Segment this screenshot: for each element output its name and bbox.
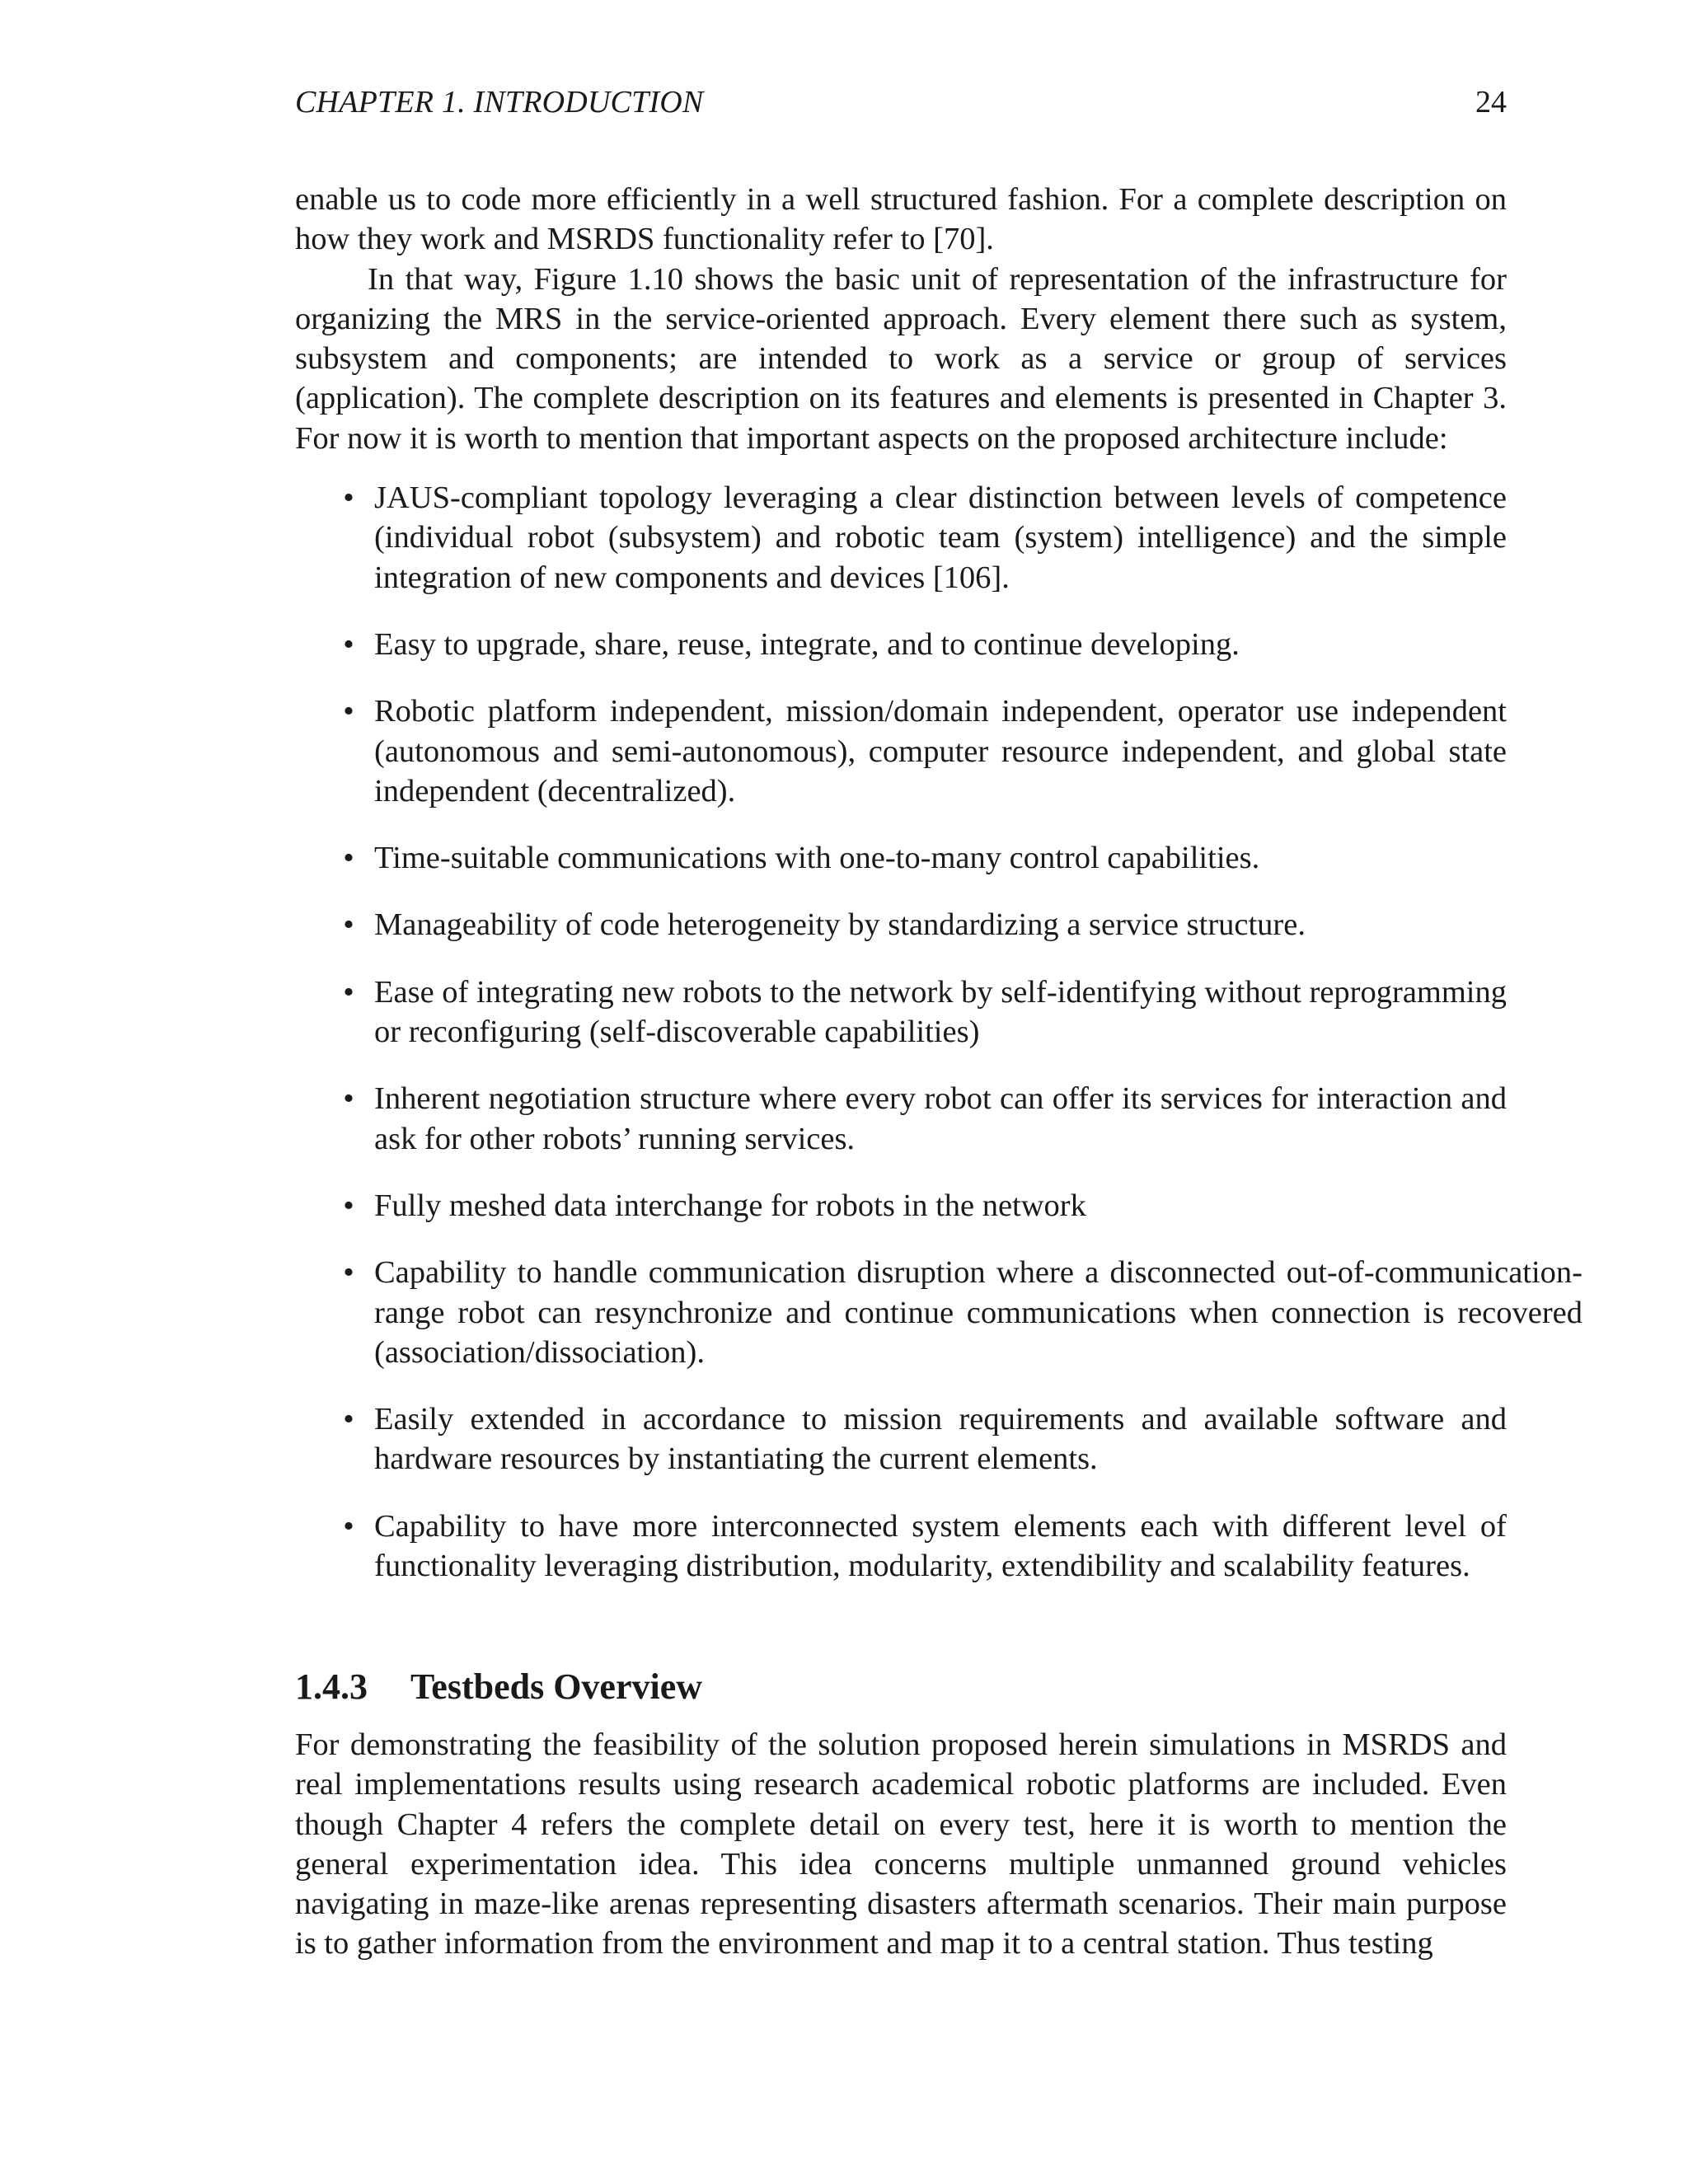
section-number: 1.4.3 [295, 1666, 368, 1707]
feature-list [295, 478, 1582, 1586]
intro-paragraph-2: In that way, Figure 1.10 shows the basic unit of representation of the infrastructure for organizing the MRS in the service-oriented approach. Every element there such as system, subsystem and components; are intended to work as a service or group of services (application). The complete description on its features and elements is presented in Chapter 3. For now it is worth to mention that important aspects on the proposed architecture include: [295, 261, 1507, 456]
section-heading [295, 1663, 1507, 1711]
list-item [295, 1507, 1507, 1586]
list-item-text: Easy to upgrade, share, reuse, integrate, and to continue developing. [374, 626, 1240, 662]
bullet-icon: • [343, 1255, 354, 1291]
list-item [295, 905, 1507, 944]
list-item-text: JAUS-compliant topology leveraging a clear distinction between levels of competence (individual robot (subsystem) and robotic team (system) intelligence) and the simple integration of new components and devices [106]. [374, 480, 1507, 595]
list-item-text: Inherent negotiation structure where every robot can offer its services for interaction and ask for other robots’ running services. [374, 1081, 1507, 1156]
bullet-icon: • [343, 974, 354, 1010]
list-item-text: Capability to handle communication disruption where a disconnected out-of-communication-range robot can resynchronize and continue communications when connection is recovered (association/dissociation). [374, 1255, 1582, 1370]
bullet-icon: • [343, 1081, 354, 1117]
list-item-text: Fully meshed data interchange for robots in the network [374, 1188, 1086, 1223]
list-item-text: Ease of integrating new robots to the network by self-identifying without reprogramming or reconfiguring (self-discoverable capabilities) [374, 974, 1507, 1050]
intro-paragraph-1: enable us to code more efficiently in a well structured fashion. For a complete description on how they work and MSRDS functionality refer to [70]. [295, 182, 1507, 257]
list-item [295, 1253, 1582, 1372]
list-item-text: Capability to have more interconnected system elements each with different level of functionality leveraging distribution, modularity, extendibility and scalability features. [374, 1508, 1507, 1584]
list-item [295, 972, 1507, 1052]
section-title: Testbeds Overview [410, 1666, 703, 1707]
list-item [295, 1399, 1507, 1479]
body-text [295, 180, 1582, 1586]
list-item-text: Time-suitable communications with one-to-many control capabilities. [374, 841, 1260, 876]
list-item-text: Manageability of code heterogeneity by standardizing a service structure. [374, 907, 1306, 943]
list-item [295, 625, 1507, 664]
list-item [295, 478, 1507, 598]
running-header [295, 81, 1507, 124]
section-body [295, 1725, 1507, 1964]
list-item [295, 691, 1507, 811]
section-paragraph: For demonstrating the feasibility of the solution proposed herein simulations in MSRDS and real implementations results using research academical robotic platforms are included. Even though Chapter 4 refers the complete detail on every test, here it is worth to mention the general experimentation idea. This idea concerns multiple unmanned ground vehicles navigating in maze-like arenas representing disasters aftermath scenarios. Their main purpose is to gather information from the environment and map it to a central station. Thus testing [295, 1727, 1507, 1961]
page-number: 24 [1475, 85, 1507, 120]
chapter-title: CHAPTER 1. INTRODUCTION [295, 85, 704, 120]
list-item [295, 1186, 1507, 1226]
bullet-icon: • [343, 841, 354, 876]
list-item-text: Robotic platform independent, mission/domain independent, operator use independent (autonomous and semi-autonomous), computer resource independent, and global state independent (decentralized). [374, 694, 1507, 808]
bullet-icon: • [343, 694, 354, 729]
bullet-icon: • [343, 1508, 354, 1544]
bullet-icon: • [343, 1402, 354, 1437]
bullet-icon: • [343, 907, 354, 943]
list-item [295, 838, 1507, 878]
list-item-text: Easily extended in accordance to mission requirements and available software and hardware resources by instantiating the current elements. [374, 1402, 1507, 1477]
bullet-icon: • [343, 480, 354, 516]
bullet-icon: • [343, 626, 354, 662]
list-item [295, 1079, 1507, 1159]
bullet-icon: • [343, 1188, 354, 1223]
